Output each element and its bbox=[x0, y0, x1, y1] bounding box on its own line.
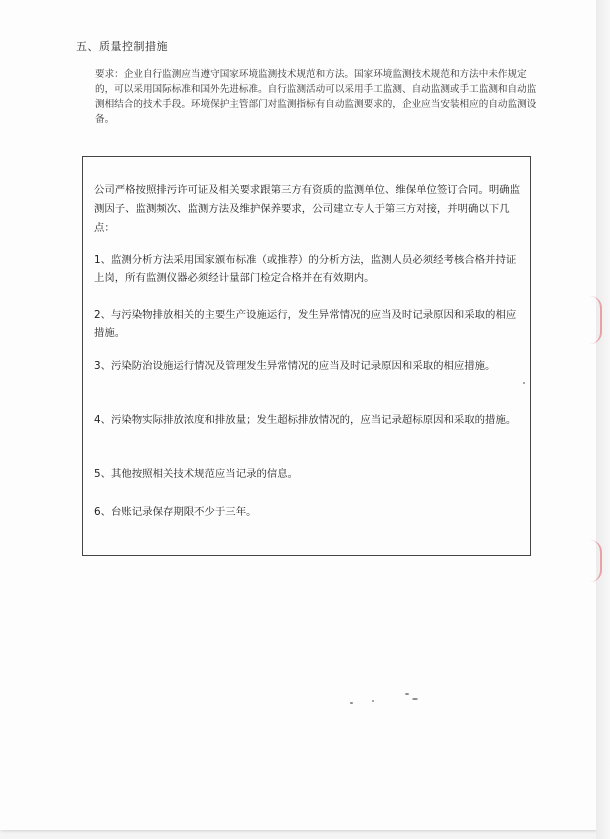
scan-speck bbox=[372, 700, 374, 702]
box-intro-paragraph: 公司严格按照排污许可证及相关要求跟第三方有资质的监测单位、维保单位签订合同。明确监测因子、监测频次、监测方法及维护保养要求，公司建立专人于第三方对接，并明确以下几点： bbox=[94, 184, 521, 234]
list-item: 3、污染防治设施运行情况及管理发生异常情况的应当及时记录原因和采取的相应措施。 bbox=[94, 360, 496, 372]
list-item: 1、监测分析方法采用国家颁布标准（或推荐）的分析方法，监测人员必须经考核合格并持证上岗，所有监测仪器必须经计量部门检定合格并在有效期内。 bbox=[94, 254, 517, 284]
quality-control-box bbox=[82, 156, 531, 556]
scan-edge bbox=[596, 0, 610, 839]
seal-mark bbox=[590, 540, 602, 582]
scan-speck bbox=[523, 382, 525, 384]
scan-speck bbox=[412, 698, 418, 700]
seal-mark bbox=[590, 296, 602, 344]
list-item: 2、与污染物排放相关的主要生产设施运行，发生异常情况的应当及时记录原因和采取的相应措施。 bbox=[94, 309, 517, 339]
scan-speck bbox=[405, 693, 409, 695]
list-item: 4、污染物实际排放浓度和排放量；发生超标排放情况的，应当记录超标原因和采取的措施。 bbox=[94, 414, 517, 426]
requirements-paragraph: 要求：企业自行监测应当遵守国家环境监测技术规范和方法。国家环境监测技术规范和方法中未作规定的，可以采用国际标准和国外先进标准。自行监测活动可以采用手工监测、自动监测或手工监测和自动监测相结合的技术手段。环境保护主管部门对监测指标有自动监测要求的，企业应当安装相应的自动监测设备。 bbox=[95, 69, 537, 125]
scan-speck bbox=[350, 702, 353, 704]
list-item: 6、台账记录保存期限不少于三年。 bbox=[94, 506, 257, 518]
section-title: 五、质量控制措施 bbox=[76, 40, 168, 53]
list-item: 5、其他按照相关技术规范应当记录的信息。 bbox=[94, 468, 299, 480]
